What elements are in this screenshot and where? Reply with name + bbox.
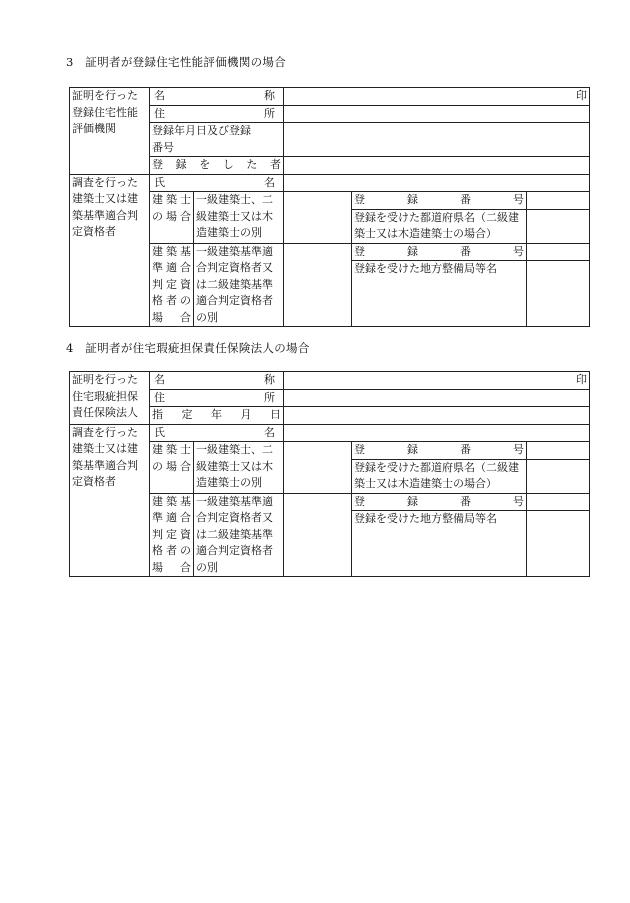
s3-prefecture-label: 登録を受けた都道府県名（二級建築士又は木造建築士の場合） — [352, 209, 527, 243]
s3-address-label: 住 所 — [150, 105, 284, 123]
s3-reg-date-label: 登録年月日及び登録番号 — [150, 123, 284, 157]
section-3-form-table — [69, 87, 590, 327]
s4-architect-label: 建築士の場合 — [150, 442, 194, 494]
s3-inspector-label: 調査を行った建築士又は建築基準適合判定資格者 — [70, 174, 150, 327]
s3-architect-class-label: 一級建築士、二級建築士又は木造建築士の別 — [194, 192, 284, 244]
s4-designation-date-label: 指定年月日 — [150, 407, 284, 425]
s4-conformity-class-field[interactable] — [284, 493, 352, 577]
s4-address-field[interactable] — [284, 389, 590, 407]
s4-prefecture-field[interactable] — [527, 459, 590, 493]
s3-person-name-label: 氏 名 — [150, 174, 284, 192]
s3-person-name-field[interactable] — [284, 174, 590, 192]
s4-designation-date-field[interactable] — [284, 407, 590, 425]
s3-conformity-label: 建築基準適合判定資格者の場合 — [150, 243, 194, 327]
s4-architect-class-label: 一級建築士、二級建築士又は木造建築士の別 — [194, 442, 284, 494]
s3-org-group-label: 証明を行った登録住宅性能評価機関 — [70, 88, 150, 175]
s4-conformity-class-label: 一級建築基準適合判定資格者又は二級建築基準適合判定資格者の別 — [194, 493, 284, 577]
s4-person-name-label: 氏 名 — [150, 424, 284, 442]
s3-conformity-reg-number-field[interactable] — [527, 243, 590, 261]
s3-name-field[interactable] — [284, 88, 590, 106]
s4-name-label: 名 称 — [150, 372, 284, 390]
s4-inspector-label: 調査を行った建築士又は建築基準適合判定資格者 — [70, 424, 150, 577]
s3-name-label: 名 称 — [150, 88, 284, 106]
s3-conformity-class-field[interactable] — [284, 243, 352, 327]
s4-org-group-label: 証明を行った住宅瑕疵担保責任保険法人 — [70, 372, 150, 425]
s3-bureau-field[interactable] — [527, 261, 590, 327]
s3-architect-class-field[interactable] — [284, 192, 352, 244]
s4-conformity-reg-number-field[interactable] — [527, 493, 590, 511]
s4-person-name-field[interactable] — [284, 424, 590, 442]
s4-conformity-label: 建築基準適合判定資格者の場合 — [150, 493, 194, 577]
s4-architect-class-field[interactable] — [284, 442, 352, 494]
s3-reg-number-field[interactable] — [527, 192, 590, 210]
section-4-form-table — [69, 371, 590, 577]
s3-address-field[interactable] — [284, 105, 590, 123]
s4-conformity-reg-number-label: 登録番号 — [352, 493, 527, 511]
s3-prefecture-field[interactable] — [527, 209, 590, 243]
s4-address-label: 住 所 — [150, 389, 284, 407]
section-4-heading: 4 証明者が住宅瑕疵担保責任保険法人の場合 — [66, 341, 310, 355]
s4-name-field[interactable] — [284, 372, 590, 390]
s3-conformity-class-label: 一級建築基準適合判定資格者又は二級建築基準適合判定資格者の別 — [194, 243, 284, 327]
s3-bureau-label: 登録を受けた地方整備局等名 — [352, 261, 527, 327]
s3-registrant-label: 登録をした者 — [150, 157, 284, 175]
s4-bureau-field[interactable] — [527, 511, 590, 577]
s4-bureau-label: 登録を受けた地方整備局等名 — [352, 511, 527, 577]
s4-reg-number-field[interactable] — [527, 442, 590, 460]
s3-reg-number-label: 登録番号 — [352, 192, 527, 210]
s4-reg-number-label: 登録番号 — [352, 442, 527, 460]
s3-seal-mark: 印 — [576, 89, 588, 102]
s3-conformity-reg-number-label: 登録番号 — [352, 243, 527, 261]
s3-reg-date-field[interactable] — [284, 123, 590, 157]
s3-registrant-field[interactable] — [284, 157, 590, 175]
s4-prefecture-label: 登録を受けた都道府県名（二級建築士又は木造建築士の場合） — [352, 459, 527, 493]
s3-architect-label: 建築士の場合 — [150, 192, 194, 244]
s4-seal-mark: 印 — [576, 373, 588, 386]
section-3-heading: 3 証明者が登録住宅性能評価機関の場合 — [66, 55, 287, 69]
